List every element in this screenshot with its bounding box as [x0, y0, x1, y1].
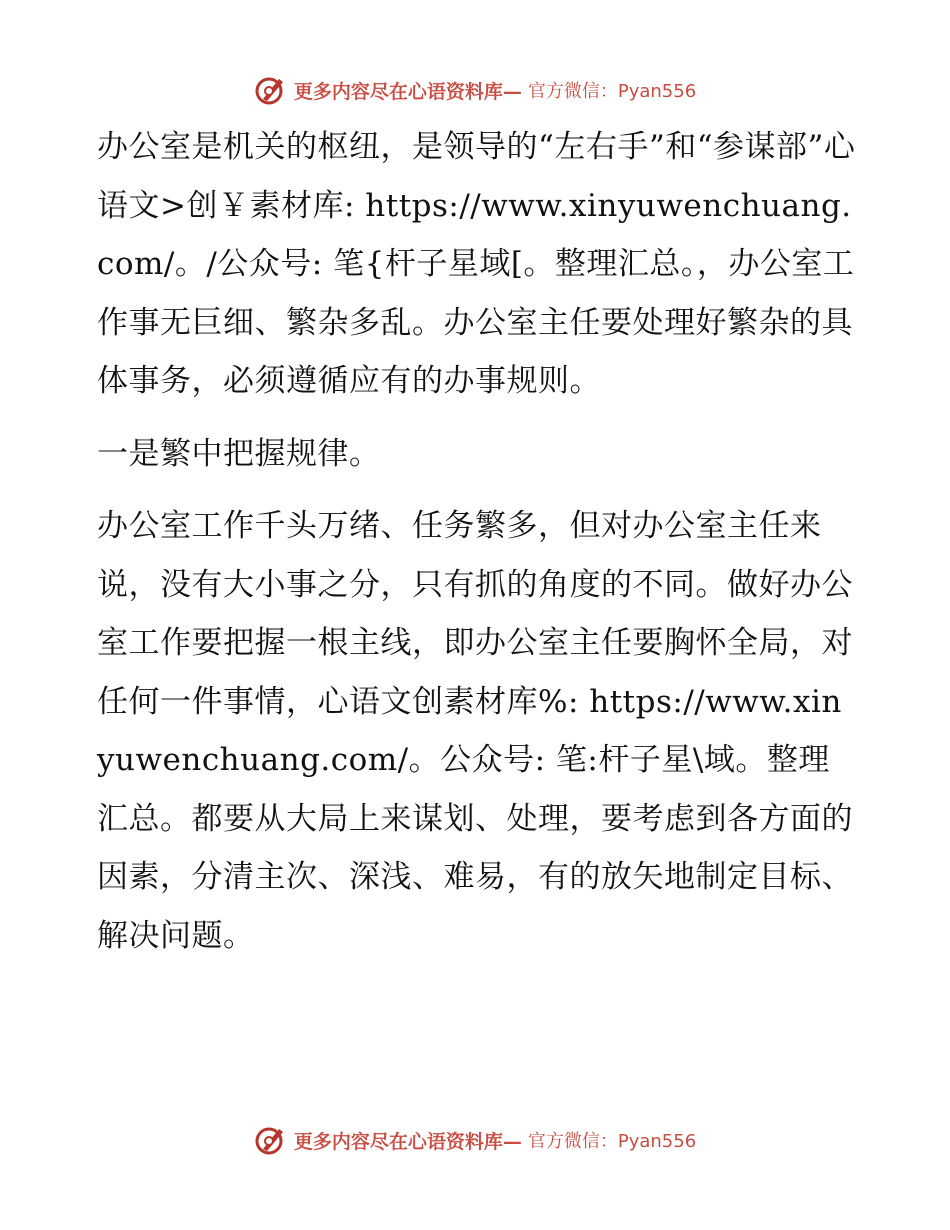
- header-watermark-banner: [0, 70, 950, 110]
- quill-circle-logo-icon: [254, 73, 288, 107]
- banner-text: 更多内容尽在心语资料库—: [293, 1130, 522, 1153]
- paragraph-body: 办公室工作千头万绪、任务繁多，但对办公室主任来说，没有大小事之分，只有抓的角度的不同。做好办公室工作要把握一根主线，即办公室主任要胸怀全局，对任何一件事情，心语文创素材库%: https://www.xinyuwenchuang.com/。公众号: 笔:杆子星\域。整理汇总。都要从大局上来谋划、处理，要考虑到各方面的因素，分清主次、深浅、难易，有的放矢地制定目标、解决问题。: [97, 508, 853, 954]
- paragraph-intro: 办公室是机关的枢纽，是领导的“左右手”和“参谋部”心语文>创￥素材库: https://www.xinyuwenchuang.com/。/公众号: 笔{杆子星域[。整理汇总。，办公室工作事无巨细、繁杂多乱。办公室主任要处理好繁杂的具体事务，必须遵循应有的办事规则。: [97, 129, 856, 399]
- section-heading: 一是繁中把握规律。: [97, 435, 381, 472]
- banner-wechat-text: 官方微信：Pyan556: [527, 1131, 697, 1152]
- document-body: [97, 118, 857, 965]
- banner-wechat-text: 官方微信：Pyan556: [527, 81, 697, 102]
- banner-text: 更多内容尽在心语资料库—: [293, 80, 522, 103]
- quill-circle-logo-icon: [254, 1123, 288, 1157]
- footer-watermark-banner: [0, 1120, 950, 1160]
